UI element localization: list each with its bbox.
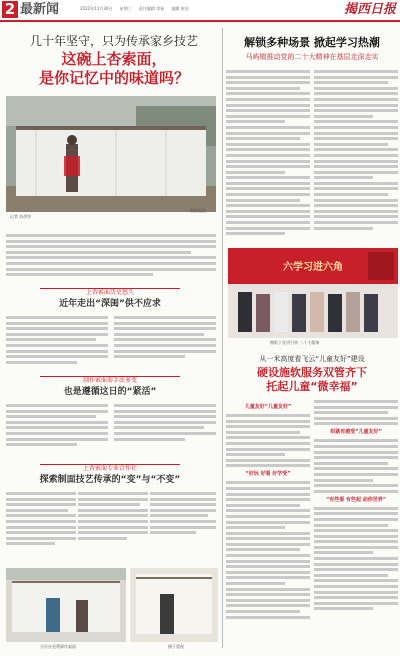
story2-col-a <box>226 70 310 242</box>
story3-col-b <box>314 400 398 650</box>
story1-col2a <box>6 404 108 460</box>
subhead-3-label: 上杏索面专业合作社 <box>40 464 180 473</box>
story2-subheadline: 马屿镇推动党的二十大精神在基层走深走实 <box>245 53 379 61</box>
story1-kicker: 几十年坚守，只为传承家乡技艺 <box>29 34 198 48</box>
story3-subhead-4: “有些看 有些起 动你世界” <box>325 496 387 503</box>
section-title: 最新闻 <box>20 2 60 17</box>
story3-col-a <box>226 400 310 650</box>
photo-caption: 记者 苏伊莎 <box>10 214 32 219</box>
issue-date: 2022年11月30日 <box>80 6 113 11</box>
story3-subhead-1: 儿童友好“儿童友好” <box>244 404 292 410</box>
photo-credit: 摄影报道 <box>190 208 206 213</box>
noodle-closeup-photo <box>130 568 218 642</box>
workshop-photo <box>6 568 126 642</box>
story1-headline-line1: 这碗上杏索面， <box>61 50 167 68</box>
story1-col1b <box>114 316 216 372</box>
masthead-logo: 揭西日报 <box>343 2 396 17</box>
subhead-1-title: 近年走出“深闺”供不应求 <box>59 299 161 309</box>
page-number: 2 <box>2 1 18 18</box>
story1-lead-text <box>6 234 216 284</box>
story3-headline-line2: 托起儿童“微幸福” <box>266 380 358 393</box>
story1-col3c <box>150 492 216 564</box>
story1-col3b <box>78 492 148 564</box>
subhead-3-title: 探索制面技艺传承的“变”与“不变” <box>39 475 181 485</box>
banner-text: 六学习进六角 <box>283 262 343 273</box>
subhead-3 <box>20 464 200 490</box>
story2-col-b <box>314 70 398 242</box>
page-header <box>0 0 400 22</box>
story2-headline: 解锁多种场景 掀起学习热潮 <box>244 36 380 49</box>
editor: 责任编辑 荣茹 <box>138 6 165 11</box>
bottom-caption-1: 合作社免费筛作索面 <box>40 644 76 649</box>
story3-subhead-3: 织就有感受“儿童友好” <box>330 429 382 436</box>
story1-headline <box>14 50 214 88</box>
story1-col1a <box>6 316 108 372</box>
seminar-photo-caption: 摄影于宣讲引领 二十大精神 <box>270 340 320 345</box>
subhead-1 <box>20 288 200 314</box>
subhead-2-title: 也是遵循这日的“紧活” <box>63 387 157 397</box>
subhead-2-label: 制作索面需手法多变 <box>40 376 180 385</box>
noodle-drying-photo <box>6 96 216 212</box>
subhead-1-label: 上杏索面历史悠久 <box>40 288 180 297</box>
subhead-2 <box>20 376 200 402</box>
story3-headline-line1: 硬设施软服务双管齐下 <box>257 366 367 379</box>
story3-subhead-2: “好玩 好看 好学受” <box>245 471 291 478</box>
story1-headline-line2: 是你记忆中的味道吗？ <box>38 69 189 87</box>
story3-kicker: 从一米高度看飞云“儿童友好”建设 <box>259 355 365 363</box>
weekday: 星期三 <box>119 6 132 11</box>
column-divider <box>222 28 223 648</box>
designer: 编辑 崔治 <box>171 6 189 11</box>
story1-col2b <box>114 404 216 460</box>
story1-col3a <box>6 492 76 564</box>
bottom-caption-2: 摄于重视 <box>168 644 184 649</box>
seminar-photo <box>228 248 398 338</box>
story3-headline <box>226 366 398 394</box>
header-meta <box>80 6 195 12</box>
